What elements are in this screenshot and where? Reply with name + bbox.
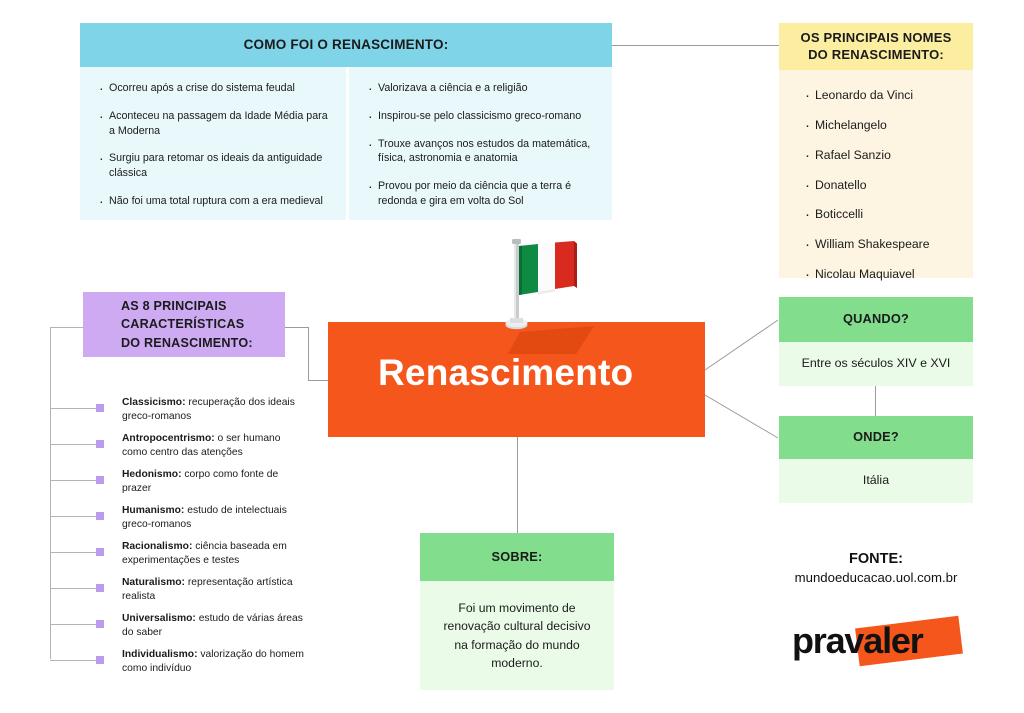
list-item: · Trouxe avanços nos estudos da matemática, física, astronomia e anatomia: [367, 137, 594, 167]
connector-orange-to-sobre: [517, 437, 518, 533]
connector-charac-8: [50, 660, 96, 661]
principais-nomes-body: [779, 70, 973, 282]
connector-charac-3: [50, 480, 96, 481]
connector-charac-5: [50, 552, 96, 553]
charac-marker-1: [96, 404, 104, 412]
charac-desc-6: representação artística realista: [122, 577, 293, 602]
connector-charac-6: [50, 588, 96, 589]
como-foi-title: COMO FOI O RENASCIMENTO:: [243, 37, 449, 53]
pravaler-logo: [790, 618, 975, 678]
connector-quando-to-onde: [875, 383, 876, 416]
italy-flag-svg: [498, 236, 588, 332]
charac-marker-5: [96, 548, 104, 556]
list-item: · Valorizava a ciência e a religião: [367, 81, 594, 96]
list-item: · Rafael Sanzio: [805, 148, 973, 164]
onde-value: Itália: [862, 473, 890, 487]
charac-marker-4: [96, 512, 104, 520]
connector-charac-7: [50, 624, 96, 625]
caracteristicas-title-line2: CARACTERÍSTICAS: [121, 317, 245, 332]
charac-item-7: [122, 612, 307, 640]
sobre-body: [420, 581, 614, 690]
list-item: · Michelangelo: [805, 118, 973, 134]
onde-body: [779, 459, 973, 503]
charac-desc-2: o ser humano como centro das atenções: [122, 433, 281, 458]
principais-nomes-list: [805, 88, 973, 283]
sobre-title: SOBRE:: [491, 548, 543, 564]
charac-term-3: Hedonismo:: [122, 469, 182, 480]
como-foi-left-list: [98, 81, 328, 209]
connector-purple-h2: [308, 380, 330, 381]
caracteristicas-header: [83, 292, 285, 357]
charac-term-2: Antropocentrismo:: [122, 433, 215, 444]
connector-charac-2: [50, 444, 96, 445]
charac-item-1: [122, 396, 307, 424]
charac-item-8: [122, 648, 307, 676]
charac-marker-2: [96, 440, 104, 448]
charac-desc-3: corpo como fonte de prazer: [122, 469, 279, 494]
list-item: · Boticcelli: [805, 207, 973, 223]
charac-item-3: [122, 468, 307, 496]
connector-purple-h1: [285, 327, 309, 328]
quando-value: Entre os séculos XIV e XVI: [801, 356, 951, 370]
charac-term-4: Humanismo:: [122, 505, 185, 516]
sobre-value: Foi um movimento de renovação cultural decisivo na formação do mundo moderno.: [443, 600, 591, 670]
list-item: · Ocorreu após a crise do sistema feudal: [98, 81, 328, 96]
fonte-url: mundoeducacao.uol.com.br: [794, 570, 958, 585]
list-item: · William Shakespeare: [805, 237, 973, 253]
charac-desc-1: recuperação dos ideais greco-romanos: [122, 397, 295, 422]
charac-term-1: Classicismo:: [122, 397, 186, 408]
como-foi-body: [80, 67, 612, 220]
charac-term-8: Individualismo:: [122, 649, 198, 660]
quando-title: QUANDO?: [842, 311, 910, 327]
charac-item-4: [122, 504, 307, 532]
list-item: · Leonardo da Vinci: [805, 88, 973, 104]
charac-desc-8: valorização do homem como indivíduo: [122, 649, 304, 674]
como-foi-header: [80, 23, 612, 67]
connector-charac-4: [50, 516, 96, 517]
connector-blue-to-yellow: [610, 45, 780, 46]
list-item: · Aconteceu na passagem da Idade Média para a Moderna: [98, 109, 328, 139]
charac-desc-5: ciência baseada em experimentações e testes: [122, 541, 287, 566]
charac-term-5: Racionalismo:: [122, 541, 193, 552]
onde-title: ONDE?: [853, 429, 899, 445]
como-foi-right-column: [346, 67, 612, 220]
caracteristicas-title-line3: DO RENASCIMENTO:: [121, 335, 253, 350]
list-item: · Inspirou-se pelo classicismo greco-romano: [367, 109, 594, 124]
charac-marker-3: [96, 476, 104, 484]
onde-header: [779, 416, 973, 459]
charac-desc-4: estudo de intelectuais greco-romanos: [122, 505, 287, 530]
charac-marker-6: [96, 584, 104, 592]
charac-marker-8: [96, 656, 104, 664]
page-title: Renascimento: [378, 352, 634, 393]
fonte-label: FONTE:: [849, 551, 903, 567]
charac-term-7: Universalismo:: [122, 613, 196, 624]
como-foi-right-list: [367, 81, 594, 209]
principais-nomes-title-line2: DO RENASCIMENTO:: [808, 46, 944, 62]
italy-flag-icon: [498, 236, 588, 332]
principais-nomes-title-line1: OS PRINCIPAIS NOMES: [800, 29, 952, 45]
list-item: · Donatello: [805, 178, 973, 194]
connector-charac-1: [50, 408, 96, 409]
quando-body: [779, 342, 973, 386]
list-item: · Surgiu para retomar os ideais da antiguidade clássica: [98, 151, 328, 181]
caracteristicas-title-line1: AS 8 PRINCIPAIS: [121, 299, 227, 314]
charac-marker-7: [96, 620, 104, 628]
list-item: · Provou por meio da ciência que a terra é redonda e gira em volta do Sol: [367, 179, 594, 209]
list-item: · Não foi uma total ruptura com a era medieval: [98, 194, 328, 209]
charac-desc-7: estudo de várias áreas do saber: [122, 613, 303, 638]
como-foi-left-column: [80, 67, 346, 220]
principais-nomes-header: [779, 23, 973, 70]
charac-item-2: [122, 432, 307, 460]
sobre-header: [420, 533, 614, 581]
connector-purple-v1: [308, 327, 309, 381]
connector-charac-trunk: [50, 327, 51, 659]
list-item: · Nicolau Maquiavel: [805, 267, 973, 283]
logo-text: pravaler: [792, 620, 923, 661]
charac-item-5: [122, 540, 314, 568]
charac-term-6: Naturalismo:: [122, 577, 185, 588]
connector-charac-to-header: [50, 327, 83, 328]
quando-header: [779, 297, 973, 342]
charac-item-6: [122, 576, 307, 604]
